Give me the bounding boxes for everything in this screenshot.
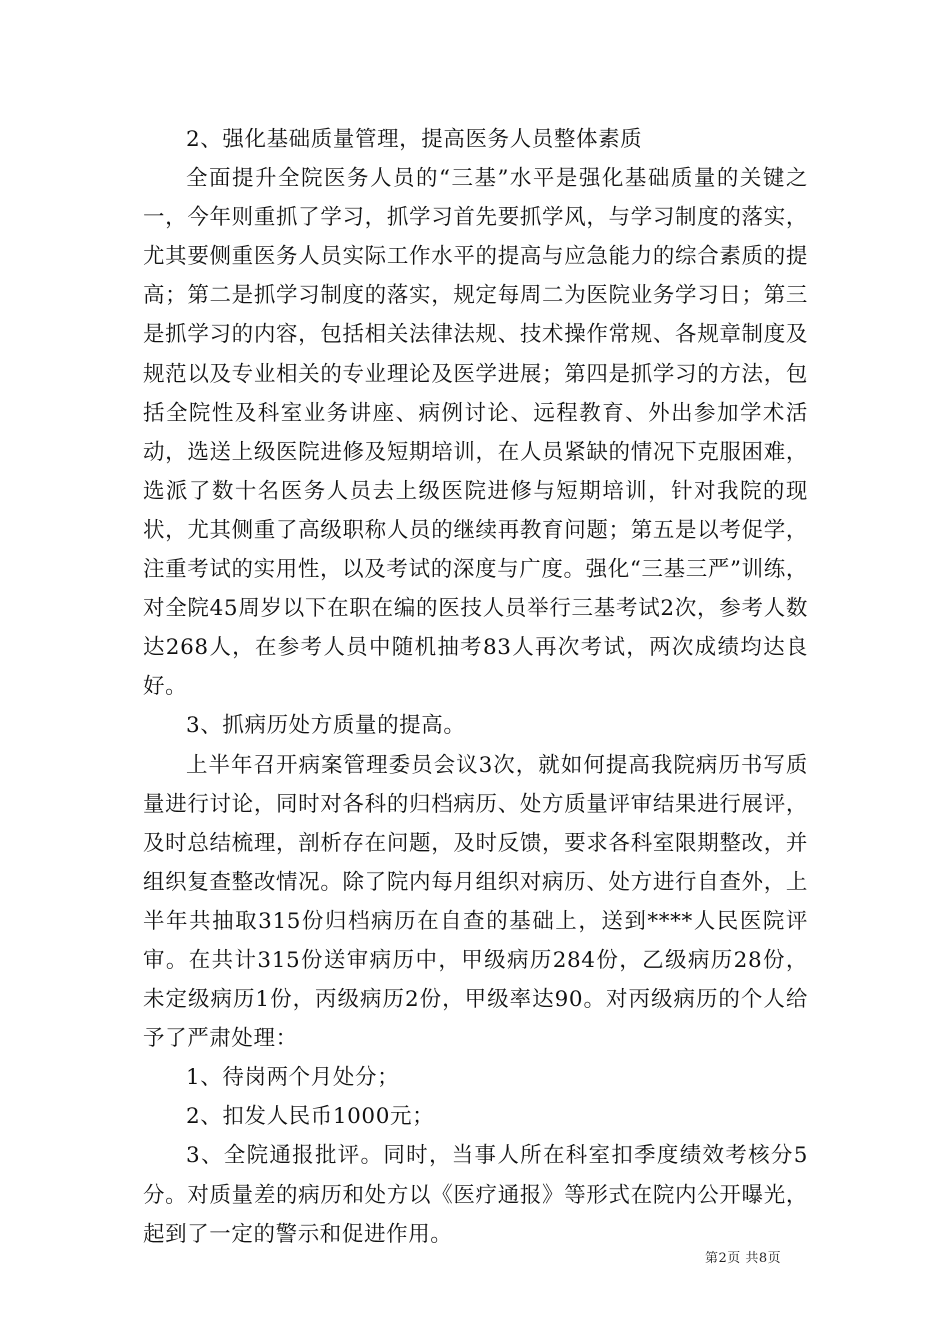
paragraph-basic-quality: 全面提升全院医务人员的“三基”水平是强化基础质量的关键之一，今年则重抓了学习，抓学习首先要抓学风，与学习制度的落实，尤其要侧重医务人员实际工作水平的提高与应急能力的综合素质的提高；第二是抓学习制度的落实，规定每周二为医院业务学习日；第三是抓学习的内容，包括相关法律法规、技术操作常规、各规章制度及规范以及专业相关的专业理论及医学进展；第四是抓学习的方法，包括全院性及科室业务讲座、病例讨论、远程教育、外出参加学术活动，选送上级医院进修及短期培训，在人员紧缺的情况下克服困难，选派了数十名医务人员去上级医院进修与短期培训，针对我院的现状，尤其侧重了高级职称人员的继续再教育问题；第五是以考促学，注重考试的实用性，以及考试的深度与广度。强化“三基三严”训练，对全院45周岁以下在职在编的医技人员举行三基考试2次，参考人数达268人，在参考人员中随机抽考83人再次考试，两次成绩均达良好。 [143,166,808,700]
list-item-1: 1、待岗两个月处分； [186,1065,400,1091]
list-item-3: 3、全院通报批评。同时，当事人所在科室扣季度绩效考核分5分。对质量差的病历和处方以《医疗通报》等形式在院内公开曝光，起到了一定的警示和促进作用。 [143,1143,808,1247]
list-item-2: 2、扣发人民币1000元； [186,1104,435,1130]
document-body [143,120,808,1254]
section-heading-3: 3、抓病历处方质量的提高。 [186,713,466,739]
page-number-footer: 第2页 共8页 [705,1251,782,1266]
paragraph-medical-records: 上半年召开病案管理委员会议3次，就如何提高我院病历书写质量进行讨论，同时对各科的归档病历、处方质量评审结果进行展评，及时总结梳理，剖析存在问题，及时反馈，要求各科室限期整改，并组织复查整改情况。除了院内每月组织对病历、处方进行自查外，上半年共抽取315份归档病历在自查的基础上，送到****人民医院评审。在共计315份送审病历中，甲级病历284份，乙级病历28份，未定级病历1份，丙级病历2份，甲级率达90。对丙级病历的个人给予了严肃处理： [143,752,808,1052]
section-heading-2: 2、强化基础质量管理，提高医务人员整体素质 [186,127,643,152]
